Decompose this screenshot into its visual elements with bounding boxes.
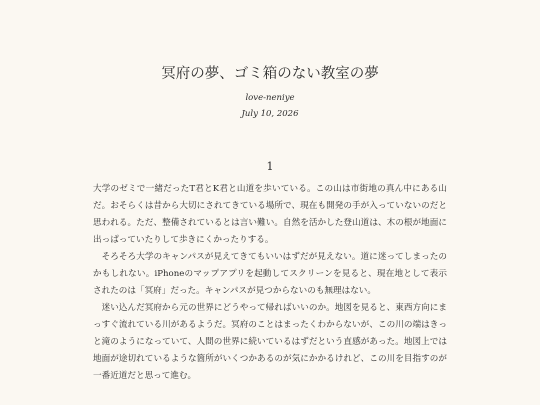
document-date: July 10, 2026 bbox=[241, 109, 299, 119]
paragraph-3: 迷い込んだ冥府から元の世界にどうやって帰ればいいのか。地図を見ると、東西方向にまっすぐ流れている川があるようだ。冥府のことはまったくわからないが、この川の端はきっと滝のようになっていて、人間の世界に続いているはずだという直感があった。地図上では地面が途切れているような箇所がいくつかあるのが気にかかるけれど、この川を目指すのが一番近道だと思って進む。 bbox=[93, 303, 447, 381]
document-body bbox=[93, 181, 447, 385]
document-title: 冥府の夢、ゴミ箱のない教室の夢 bbox=[161, 66, 379, 82]
paragraph-2: そろそろ大学のキャンパスが見えてきてもいいはずだが見えない。道に迷ってしまったのかもしれない。iPhoneのマップアプリを起動してスクリーンを見ると、現在地として表示されたのは「冥府」だった。キャンパスが見つからないのも無理はない。 bbox=[93, 252, 447, 296]
paragraph-1: 大学のゼミで一緒だったT君とK君と山道を歩いている。この山は市街地の真ん中にある山だ。おそらくは昔から大切にされてきている場所で、現在も開発の手が入っていないのだと思われる。ただ、整備されているとは言い難い。自然を活かした登山道は、木の根が地面に出っぱっていたりして歩きにくかったりする。 bbox=[93, 184, 447, 245]
document-author: love-neniye bbox=[245, 93, 295, 103]
section-number: 1 bbox=[266, 160, 274, 173]
